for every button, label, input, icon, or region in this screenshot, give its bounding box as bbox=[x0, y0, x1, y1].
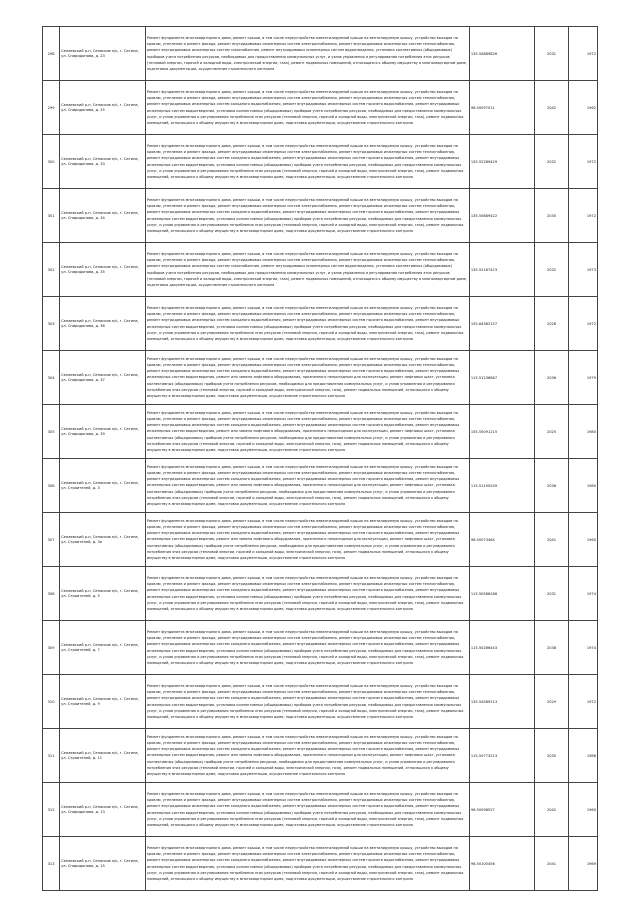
row-cost: 115.51236667 bbox=[469, 351, 535, 405]
row-description: Ремонт фундамента многоквартирного дома, ремонт крыши, в том числе переустройство невентилируемой крыши на вентилируемую крышу, устройство выходов на кровлю, утепление и ремонт фасада, ремонт внутридомовых инженерных систем электроснабжения, ремонт внутридомовых инженерных систем теплоснабжения, ремонт внутридомовых инженерных систем газоснабжения, ремонт внутридомовых инженерных систем водоотведения, установка коллективных (общедомовых) приборов учета потребления ресурсов, необходимых для предоставления коммунальных услуг, и узлов управления и регулирования потребления этих ресурсов (тепловой энергии, горячей и холодной воды, электрической энергии, газа), ремонт подвальных помещений, относящихся к общему имуществу в многоквартирном доме, подготовка документации, осуществление строительного контроля bbox=[145, 27, 469, 81]
row-address: Сепаевский р-н, Сепасков п/ь, г. Сатина, ул. Спиридонова, д. 35 bbox=[60, 243, 146, 297]
row-planned-year: 2041 bbox=[535, 513, 568, 567]
row-planned-year: 2032 bbox=[535, 243, 568, 297]
table-row bbox=[43, 783, 598, 837]
row-description: Ремонт фундамента многоквартирного дома, ремонт крыши, в том числе переустройство невентилируемой крыши на вентилируемую крышу, устройство выходов на кровлю, утепление и ремонт фасада, ремонт внутридомовых инженерных систем электроснабжения, ремонт внутридомовых инженерных систем теплоснабжения, ремонт внутридомовых инженерных систем холодного водоснабжения, ремонт внутридомовых инженерных систем горячего водоснабжения, ремонт внутридомовых инженерных систем водоотведения, установка коллективных (общедомовых) приборов учета потребления ресурсов, необходимых для предоставления коммунальных услуг, и узлов управления и регулирования потребления этих ресурсов (тепловой энергии, горячей и холодной воды, электрической энергии, газа), ремонт подвальных помещений, относящихся к общему имуществу в многоквартирном доме, подготовка документации, осуществление строительного контроля bbox=[145, 189, 469, 243]
table-row bbox=[43, 729, 598, 783]
table-row bbox=[43, 351, 598, 405]
row-planned-year: 2031 bbox=[535, 567, 568, 621]
row-address: Сепаевский р-н, Сепасков п/ь, г. Сатина, ул. Строителей, д. 3а bbox=[60, 513, 146, 567]
row-cost: 96.50098527 bbox=[469, 783, 535, 837]
row-planned-year: 2042 bbox=[535, 81, 568, 135]
row-build-year: 1972 bbox=[568, 675, 597, 729]
row-cost: 115.50773213 bbox=[469, 729, 535, 783]
table-row bbox=[43, 189, 598, 243]
row-build-year: 1986 bbox=[568, 729, 597, 783]
row-build-year: 1960 bbox=[568, 513, 597, 567]
table-row bbox=[43, 135, 598, 189]
row-address: Сепаевский р-н, Сепасков п/ь, г. Сатина, ул. Строителей, д. 7 bbox=[60, 621, 146, 675]
table-row bbox=[43, 459, 598, 513]
row-description: Ремонт фундамента многоквартирного дома, ремонт крыши, в том числе переустройство невентилируемой крыши на вентилируемую крышу, устройство выходов на кровлю, утепление и ремонт фасада, ремонт внутридомовых инженерных систем электроснабжения, ремонт внутридомовых инженерных систем теплоснабжения, ремонт внутридомовых инженерных систем холодного водоснабжения, ремонт внутридомовых инженерных систем горячего водоснабжения, ремонт внутридомовых инженерных систем водоотведения, установка коллективных (общедомовых) приборов учета потребления ресурсов, необходимых для предоставления коммунальных услуг, и узлов управления и регулирования потребления этих ресурсов (тепловой энергии, горячей и холодной воды, электрической энергии, газа), ремонт подвальных помещений, относящихся к общему имуществу в многоквартирном доме, подготовка документации, осуществление строительного контроля bbox=[145, 675, 469, 729]
row-planned-year: 2035 bbox=[535, 729, 568, 783]
row-planned-year: 2036 bbox=[535, 351, 568, 405]
row-description: Ремонт фундамента многоквартирного дома, ремонт крыши, в том числе переустройство невентилируемой крыши на вентилируемую крышу, устройство выходов на кровлю, утепление и ремонт фасада, ремонт внутридомовых инженерных систем электроснабжения, ремонт внутридомовых инженерных систем теплоснабжения, ремонт внутридомовых инженерных систем холодного водоснабжения, ремонт внутридомовых инженерных систем горячего водоснабжения, ремонт внутридомовых инженерных систем водоотведения, установка коллективных (общедомовых) приборов учета потребления ресурсов, необходимых для предоставления коммунальных услуг, и узлов управления и регулирования потребления этих ресурсов (тепловой энергии, горячей и холодной воды, электрической энергии, газа), ремонт подвальных помещений, относящихся к общему имуществу в многоквартирном доме, подготовка документации, осуществление строительного контроля bbox=[145, 135, 469, 189]
row-description: Ремонт фундамента многоквартирного дома, ремонт крыши, в том числе переустройство невентилируемой крыши на вентилируемую крышу, устройство выходов на кровлю, утепление и ремонт фасада, ремонт внутридомовых инженерных систем электроснабжения, ремонт внутридомовых инженерных систем теплоснабжения, ремонт внутридомовых инженерных систем газоснабжения, ремонт внутридомовых инженерных систем водоотведения, установка коллективных (общедомовых) приборов учета потребления ресурсов, необходимых для предоставления коммунальных услуг, и узлов управления и регулирования потребления этих ресурсов (тепловой энергии, горячей и холодной воды, электрической энергии, газа), ремонт подвальных помещений, относящихся к общему имуществу в многоквартирном доме, подготовка документации, осуществление строительного контроля bbox=[145, 243, 469, 297]
row-address: Сепаевский р-н, Сепасков п/ь, г. Сатина, ул. Строителей, д. 11 bbox=[60, 729, 146, 783]
row-description: Ремонт фундамента многоквартирного дома, ремонт крыши, в том числе переустройство невентилируемой крыши на вентилируемую крышу, устройство выходов на кровлю, утепление и ремонт фасада, ремонт внутридомовых инженерных систем электроснабжения, ремонт внутридомовых инженерных систем теплоснабжения, ремонт внутридомовых инженерных систем холодного водоснабжения, ремонт внутридомовых инженерных систем горячего водоснабжения, ремонт внутридомовых инженерных систем водоотведения, установка коллективных (общедомовых) приборов учета потребления ресурсов, необходимых для предоставления коммунальных услуг, и узлов управления и регулирования потребления этих ресурсов (тепловой энергии, горячей и холодной воды, электрической энергии, газа), ремонт подвальных помещений, относящихся к общему имуществу в многоквартирном доме, подготовка документации, осуществление строительного контроля bbox=[145, 297, 469, 351]
row-cost: 135.52187423 bbox=[469, 243, 535, 297]
row-description: Ремонт фундамента многоквартирного дома, ремонт крыши, в том числе переустройство невентилируемой крыши на вентилируемую крышу, устройство выходов на кровлю, утепление и ремонт фасада, ремонт внутридомовых инженерных систем электроснабжения, ремонт внутридомовых инженерных систем теплоснабжения, ремонт внутридомовых инженерных систем холодного водоснабжения, ремонт внутридомовых инженерных систем горячего водоснабжения, ремонт внутридомовых инженерных систем водоотведения, ремонт или замена лифтового оборудования, признанного непригодным для эксплуатации, ремонт лифтовых шахт, установка коллективных (общедомовых) приборов учета потребления ресурсов, необходимых для предоставления коммунальных услуг, и узлов управления и регулирования потребления этих ресурсов (тепловой энергии, горячей и холодной воды, электрической энергии, газа), ремонт подвальных помещений, относящихся к общему имуществу в многоквартирном доме, подготовка документации, осуществление строительного контроля bbox=[145, 459, 469, 513]
row-build-year: 1974 bbox=[568, 621, 597, 675]
row-cost: 135.52289429 bbox=[469, 135, 535, 189]
row-address: Сепаевский р-н, Сепасков п/ь, г. Сатина, ул. Спиридонова, д. 34 bbox=[60, 189, 146, 243]
table-row bbox=[43, 837, 598, 891]
row-description: Ремонт фундамента многоквартирного дома, ремонт крыши, в том числе переустройство невентилируемой крыши на вентилируемую крышу, устройство выходов на кровлю, утепление и ремонт фасада, ремонт внутридомовых инженерных систем электроснабжения, ремонт внутридомовых инженерных систем теплоснабжения, ремонт внутридомовых инженерных систем холодного водоснабжения, ремонт внутридомовых инженерных систем горячего водоснабжения, ремонт внутридомовых инженерных систем водоотведения, установка коллективных (общедомовых) приборов учета потребления ресурсов, необходимых для предоставления коммунальных услуг, и узлов управления и регулирования потребления этих ресурсов (тепловой энергии, горячей и холодной воды, электрической энергии, газа), ремонт подвальных помещений, относящихся к общему имуществу в многоквартирном доме, подготовка документации, осуществление строительного контроля bbox=[145, 783, 469, 837]
row-build-year: 1972 bbox=[568, 135, 597, 189]
row-cost: 96.50097011 bbox=[469, 81, 535, 135]
table-row bbox=[43, 621, 598, 675]
row-cost: 135.50889422 bbox=[469, 189, 535, 243]
row-build-year: 1960 bbox=[568, 783, 597, 837]
row-number: 299 bbox=[43, 81, 60, 135]
row-build-year: 1969 bbox=[568, 837, 597, 891]
row-number: 303 bbox=[43, 297, 60, 351]
row-description: Ремонт фундамента многоквартирного дома, ремонт крыши, в том числе переустройство невентилируемой крыши на вентилируемую крышу, устройство выходов на кровлю, утепление и ремонт фасада, ремонт внутридомовых инженерных систем электроснабжения, ремонт внутридомовых инженерных систем теплоснабжения, ремонт внутридомовых инженерных систем холодного водоснабжения, ремонт внутридомовых инженерных систем горячего водоснабжения, ремонт внутридомовых инженерных систем водоотведения, ремонт или замена лифтового оборудования, признанного непригодным для эксплуатации, ремонт лифтовых шахт, установка коллективных (общедомовых) приборов учета потребления ресурсов, необходимых для предоставления коммунальных услуг, и узлов управления и регулирования потребления этих ресурсов (тепловой энергии, горячей и холодной воды, электрической энергии, газа), ремонт подвальных помещений, относящихся к общему имуществу в многоквартирном доме, подготовка документации, осуществление строительного контроля bbox=[145, 513, 469, 567]
row-cost: 96.50100456 bbox=[469, 837, 535, 891]
row-planned-year: 2042 bbox=[535, 783, 568, 837]
row-number: 310 bbox=[43, 675, 60, 729]
row-address: Сепаевский р-н, Сепасков п/ь, г. Сатина, ул. Строителей, д. 5 bbox=[60, 567, 146, 621]
table-row bbox=[43, 297, 598, 351]
row-planned-year: 2030 bbox=[535, 189, 568, 243]
row-description: Ремонт фундамента многоквартирного дома, ремонт крыши, в том числе переустройство невентилируемой крыши на вентилируемую крышу, устройство выходов на кровлю, утепление и ремонт фасада, ремонт внутридомовых инженерных систем электроснабжения, ремонт внутридомовых инженерных систем теплоснабжения, ремонт внутридомовых инженерных систем холодного водоснабжения, ремонт внутридомовых инженерных систем горячего водоснабжения, ремонт внутридомовых инженерных систем водоотведения, ремонт или замена лифтового оборудования, признанного непригодным для эксплуатации, ремонт лифтовых шахт, установка коллективных (общедомовых) приборов учета потребления ресурсов, необходимых для предоставления коммунальных услуг, и узлов управления и регулирования потребления этих ресурсов (тепловой энергии, горячей и холодной воды, электрической энергии, газа), ремонт подвальных помещений, относящихся к общему имуществу в многоквартирном доме, подготовка документации, осуществление строительного контроля bbox=[145, 729, 469, 783]
row-address: Сепаевский р-н, Сепасков п/ь, г. Сатина, ул. Спиридонова, д. 23 bbox=[60, 27, 146, 81]
row-cost: 135.54589213 bbox=[469, 675, 535, 729]
row-description: Ремонт фундамента многоквартирного дома, ремонт крыши, в том числе переустройство невентилируемой крыши на вентилируемую крышу, устройство выходов на кровлю, утепление и ремонт фасада, ремонт внутридомовых инженерных систем электроснабжения, ремонт внутридомовых инженерных систем теплоснабжения, ремонт внутридомовых инженерных систем холодного водоснабжения, ремонт внутридомовых инженерных систем горячего водоснабжения, ремонт внутридомовых инженерных систем водоотведения, ремонт или замена лифтового оборудования, признанного непригодным для эксплуатации, ремонт лифтовых шахт, установка коллективных (общедомовых) приборов учета потребления ресурсов, необходимых для предоставления коммунальных услуг, и узлов управления и регулирования потребления этих ресурсов (тепловой энергии, горячей и холодной воды, электрической энергии, газа), ремонт подвальных помещений, относящихся к общему имуществу в многоквартирном доме, подготовка документации, осуществление строительного контроля bbox=[145, 405, 469, 459]
repair-registry-table bbox=[42, 26, 598, 891]
row-cost: 96.50073464 bbox=[469, 513, 535, 567]
row-cost: 115.51190209 bbox=[469, 459, 535, 513]
row-cost: 155.64382157 bbox=[469, 297, 535, 351]
table-row bbox=[43, 405, 598, 459]
row-number: 304 bbox=[43, 351, 60, 405]
row-build-year: 1972 bbox=[568, 27, 597, 81]
row-number: 311 bbox=[43, 729, 60, 783]
row-cost: 135.50889826 bbox=[469, 27, 535, 81]
row-description: Ремонт фундамента многоквартирного дома, ремонт крыши, в том числе переустройство невентилируемой крыши на вентилируемую крышу, устройство выходов на кровлю, утепление и ремонт фасада, ремонт внутридомовых инженерных систем электроснабжения, ремонт внутридомовых инженерных систем теплоснабжения, ремонт внутридомовых инженерных систем холодного водоснабжения, ремонт внутридомовых инженерных систем горячего водоснабжения, ремонт внутридомовых инженерных систем водоотведения, установка коллективных (общедомовых) приборов учета потребления ресурсов, необходимых для предоставления коммунальных услуг, и узлов управления и регулирования потребления этих ресурсов (тепловой энергии, горячей и холодной воды, электрической энергии, газа), ремонт подвальных помещений, относящихся к общему имуществу в многоквартирном доме, подготовка документации, осуществление строительного контроля bbox=[145, 81, 469, 135]
row-address: Сепаевский р-н, Сепасков п/ь, г. Сатина, ул. Спиридонова, д. 33 bbox=[60, 135, 146, 189]
row-planned-year: 2031 bbox=[535, 27, 568, 81]
row-planned-year: 2036 bbox=[535, 459, 568, 513]
row-number: 308 bbox=[43, 567, 60, 621]
row-description: Ремонт фундамента многоквартирного дома, ремонт крыши, в том числе переустройство невентилируемой крыши на вентилируемую крышу, устройство выходов на кровлю, утепление и ремонт фасада, ремонт внутридомовых инженерных систем электроснабжения, ремонт внутридомовых инженерных систем теплоснабжения, ремонт внутридомовых инженерных систем холодного водоснабжения, ремонт внутридомовых инженерных систем горячего водоснабжения, ремонт внутридомовых инженерных систем водоотведения, ремонт или замена лифтового оборудования, признанного непригодным для эксплуатации, ремонт лифтовых шахт, установка коллективных (общедомовых) приборов учета потребления ресурсов, необходимых для предоставления коммунальных услуг, и узлов управления и регулирования потребления этих ресурсов (тепловой энергии, горячей и холодной воды, электрической энергии, газа), ремонт подвальных помещений, относящихся к общему имуществу в многоквартирном доме, подготовка документации, осуществление строительного контроля bbox=[145, 351, 469, 405]
row-number: 302 bbox=[43, 243, 60, 297]
row-build-year: 1980 bbox=[568, 405, 597, 459]
table-row bbox=[43, 675, 598, 729]
row-address: Сепаевский р-н, Сепасков п/ь, г. Сатина, ул. Спиридонова, д. 39 bbox=[60, 405, 146, 459]
row-cost: 115.50286443 bbox=[469, 621, 535, 675]
row-number: 313 bbox=[43, 837, 60, 891]
row-address: Сепаевский р-н, Сепасков п/ь, г. Сатина, ул. Спиридонова, д. 13 bbox=[60, 783, 146, 837]
row-description: Ремонт фундамента многоквартирного дома, ремонт крыши, в том числе переустройство невентилируемой крыши на вентилируемую крышу, устройство выходов на кровлю, утепление и ремонт фасада, ремонт внутридомовых инженерных систем электроснабжения, ремонт внутридомовых инженерных систем теплоснабжения, ремонт внутридомовых инженерных систем холодного водоснабжения, ремонт внутридомовых инженерных систем горячего водоснабжения, ремонт внутридомовых инженерных систем водоотведения, установка коллективных (общедомовых) приборов учета потребления ресурсов, необходимых для предоставления коммунальных услуг, и узлов управления и регулирования потребления этих ресурсов (тепловой энергии, горячей и холодной воды, электрической энергии, газа), ремонт подвальных помещений, относящихся к общему имуществу в многоквартирном доме, подготовка документации, осуществление строительного контроля bbox=[145, 567, 469, 621]
row-build-year: 1972 bbox=[568, 297, 597, 351]
table-row bbox=[43, 27, 598, 81]
row-planned-year: 2038 bbox=[535, 621, 568, 675]
row-description: Ремонт фундамента многоквартирного дома, ремонт крыши, в том числе переустройство невентилируемой крыши на вентилируемую крышу, устройство выходов на кровлю, утепление и ремонт фасада, ремонт внутридомовых инженерных систем электроснабжения, ремонт внутридомовых инженерных систем теплоснабжения, ремонт внутридомовых инженерных систем холодного водоснабжения, ремонт внутридомовых инженерных систем горячего водоснабжения, ремонт внутридомовых инженерных систем водоотведения, установка коллективных (общедомовых) приборов учета потребления ресурсов, необходимых для предоставления коммунальных услуг, и узлов управления и регулирования потребления этих ресурсов (тепловой энергии, горячей и холодной воды, электрической энергии, газа), ремонт подвальных помещений, относящихся к общему имуществу в многоквартирном доме, подготовка документации, осуществление строительного контроля bbox=[145, 621, 469, 675]
row-cost: 115.50586286 bbox=[469, 567, 535, 621]
row-number: 300 bbox=[43, 135, 60, 189]
row-planned-year: 2032 bbox=[535, 135, 568, 189]
row-number: 305 bbox=[43, 405, 60, 459]
row-address: Сепаевский р-н, Сепасков п/ь, г. Сатина, ул. Спиридонова, д. 36 bbox=[60, 297, 146, 351]
row-address: Сепаевский р-н, Сепасков п/ь, г. Сатина, ул. Строителей, д. 3 bbox=[60, 459, 146, 513]
row-planned-year: 2041 bbox=[535, 837, 568, 891]
row-number: 301 bbox=[43, 189, 60, 243]
table-row bbox=[43, 243, 598, 297]
row-address: Сепаевский р-н, Сепасков п/ь, г. Сатина, ул. Спиридонова, д. 25 bbox=[60, 81, 146, 135]
row-address: Сепаевский р-н, Сепасков п/ь, г. Сатина, ул. Строителей, д. 9 bbox=[60, 675, 146, 729]
row-planned-year: 2026 bbox=[535, 297, 568, 351]
row-number: 298 bbox=[43, 27, 60, 81]
row-description: Ремонт фундамента многоквартирного дома, ремонт крыши, в том числе переустройство невентилируемой крыши на вентилируемую крышу, устройство выходов на кровлю, утепление и ремонт фасада, ремонт внутридомовых инженерных систем электроснабжения, ремонт внутридомовых инженерных систем теплоснабжения, ремонт внутридомовых инженерных систем холодного водоснабжения, ремонт внутридомовых инженерных систем горячего водоснабжения, ремонт внутридомовых инженерных систем водоотведения, установка коллективных (общедомовых) приборов учета потребления ресурсов, необходимых для предоставления коммунальных услуг, и узлов управления и регулирования потребления этих ресурсов (тепловой энергии, горячей и холодной воды, электрической энергии, газа), ремонт подвальных помещений, относящихся к общему имуществу в многоквартирном доме, подготовка документации, осуществление строительного контроля bbox=[145, 837, 469, 891]
row-number: 309 bbox=[43, 621, 60, 675]
row-planned-year: 2029 bbox=[535, 675, 568, 729]
row-planned-year: 2025 bbox=[535, 405, 568, 459]
row-build-year: 1962 bbox=[568, 81, 597, 135]
registry-body bbox=[43, 27, 598, 891]
table-row bbox=[43, 567, 598, 621]
row-build-year: 1973 bbox=[568, 243, 597, 297]
row-number: 312 bbox=[43, 783, 60, 837]
table-row bbox=[43, 513, 598, 567]
row-number: 307 bbox=[43, 513, 60, 567]
table-row bbox=[43, 81, 598, 135]
row-build-year: 1972 bbox=[568, 189, 597, 243]
row-build-year: 1974 bbox=[568, 567, 597, 621]
row-number: 306 bbox=[43, 459, 60, 513]
row-cost: 155.55091215 bbox=[469, 405, 535, 459]
row-address: Сепаевский р-н, Сепасков п/ь, г. Сатина, ул. Спиридонова, д. 15 bbox=[60, 837, 146, 891]
row-build-year: 1980 bbox=[568, 459, 597, 513]
row-address: Сепаевский р-н, Сепасков п/ь, г. Сатина, ул. Спиридонова, д. 37 bbox=[60, 351, 146, 405]
row-build-year: 1979 bbox=[568, 351, 597, 405]
